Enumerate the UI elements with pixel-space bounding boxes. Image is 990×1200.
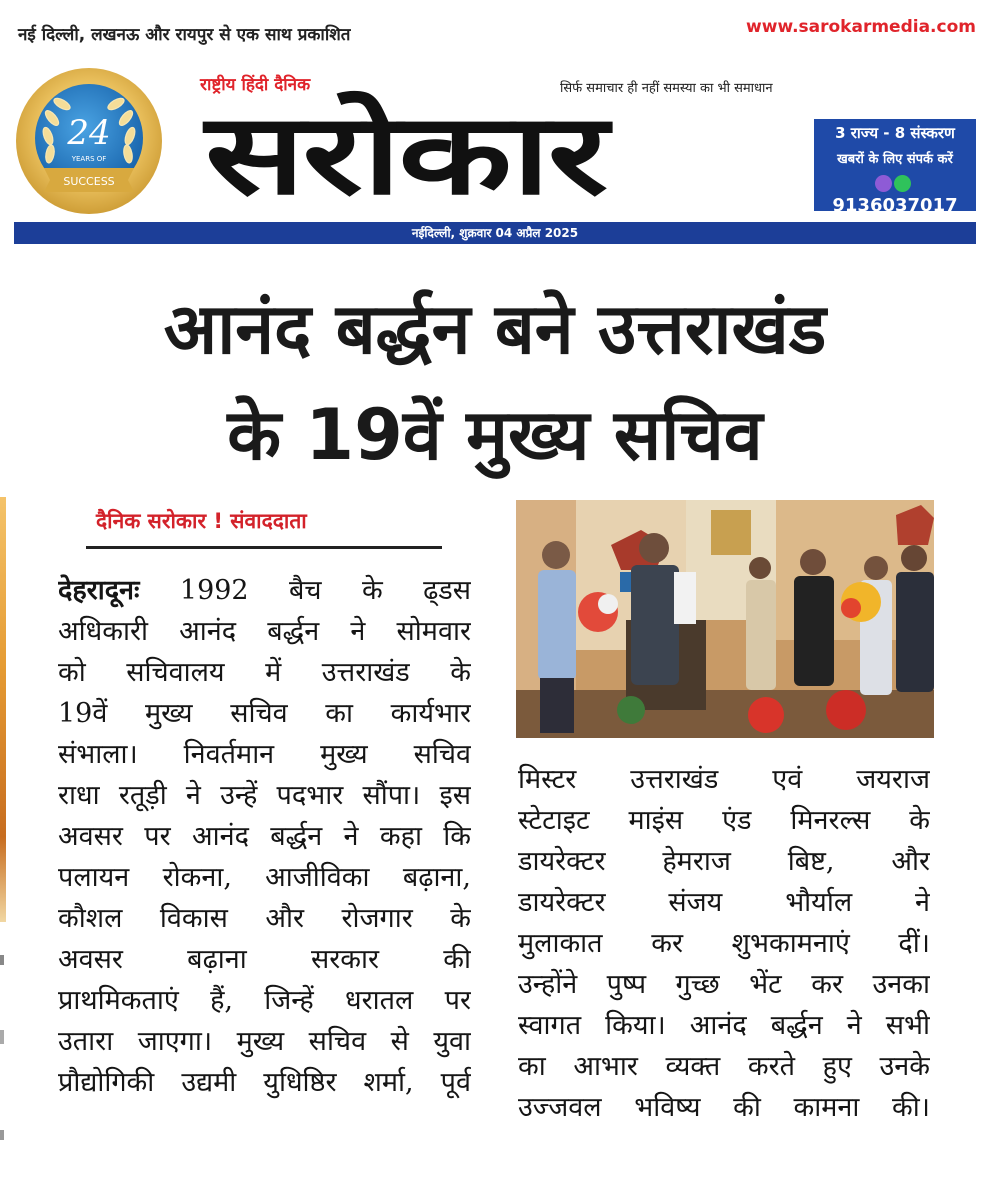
article-line: संभाला। निवर्तमान मुख्य सचिव (58, 739, 471, 770)
viber-phone-icon (875, 175, 892, 192)
article-line: प्राथमिकताएं हैं, जिन्हें धरातल पर (58, 985, 471, 1016)
article-line: राधा रतूड़ी ने उन्हें पदभार सौंपा। इस (58, 780, 471, 811)
article-line: डायरेक्टर संजय भौर्याल ने (518, 887, 930, 918)
edge-mark (0, 1130, 4, 1140)
article-left-column (58, 570, 471, 1103)
laurel-badge-icon (14, 66, 164, 216)
article-photo (516, 500, 934, 738)
article-line: मिस्टर उत्तराखंड एवं जयराज (518, 764, 930, 795)
adjacent-image-edge (0, 497, 6, 922)
badge-ribbon-text: SUCCESS (63, 175, 115, 188)
badge-small-text: YEARS OF (71, 155, 107, 163)
dateline: देहरादूनः (58, 575, 140, 606)
phone-row[interactable] (814, 174, 976, 216)
edge-mark (0, 1030, 4, 1044)
article-line: का आभार व्यक्त करते हुए उनके (518, 1051, 930, 1082)
phone-number[interactable]: 9136037017 (832, 195, 958, 216)
article-line: 19वें मुख्य सचिव का कार्यभार (58, 698, 471, 729)
contact-prompt: खबरों के लिए संपर्क करें (837, 152, 953, 167)
article-line: पलायन रोकना, आजीविका बढ़ाना, (58, 862, 471, 893)
byline: दैनिक सरोकार ! संवाददाता (96, 509, 307, 533)
edition-info-box (814, 119, 976, 216)
article-line (58, 570, 471, 611)
tagline-national-daily: राष्ट्रीय हिंदी दैनिक (200, 75, 311, 95)
publication-cities: नई दिल्ली, लखनऊ और रायपुर से एक साथ प्रकाशित (18, 25, 351, 45)
article-line: प्रौद्योगिकी उद्यमी युधिष्ठिर शर्मा, पूर्व (58, 1067, 471, 1098)
article-line: उज्जवल भविष्य की कामना की। (518, 1092, 930, 1123)
article-line: स्टेटाइट माइंस एंड मिनरल्स के (518, 805, 930, 836)
whatsapp-icon (894, 175, 911, 192)
anniversary-badge (14, 66, 164, 216)
edition-count: 3 राज्य - 8 संस्करण (835, 124, 955, 142)
headline-line-1: आनंद बर्द्धन बने उत्तराखंड (163, 288, 827, 370)
article-line: अधिकारी आनंद बर्द्धन ने सोमवार (58, 616, 471, 647)
article-line: को सचिवालय में उत्तराखंड के (58, 657, 471, 688)
article-line-text: 1992 बैच के ढ्डस (139, 575, 471, 606)
article-line: अवसर पर आनंद बर्द्धन ने कहा कि (58, 821, 471, 852)
article-line: मुलाकात कर शुभकामनाएं दीं। (518, 928, 930, 959)
article-line: डायरेक्टर हेमराज बिष्ट, और (518, 846, 930, 877)
article-line: उन्होंने पुष्प गुच्छ भेंट कर उनका (518, 969, 930, 1000)
tagline-slogan: सिर्फ समाचार ही नहीं समस्या का भी समाधान (560, 81, 773, 96)
article-line: कौशल विकास और रोजगार के (58, 903, 471, 934)
badge-number: 24 (67, 113, 111, 153)
article-line: स्वागत किया। आनंद बर्द्धन ने सभी (518, 1010, 930, 1041)
website-url[interactable]: www.sarokarmedia.com (746, 17, 976, 37)
headline-line-2: के 19वें मुख्य सचिव (227, 394, 763, 476)
newspaper-masthead: सरोकार (205, 90, 606, 220)
date-bar: नईदिल्ली, शुक्रवार 04 अप्रैल 2025 (14, 222, 976, 244)
article-line: उतारा जाएगा। मुख्य सचिव से युवा (58, 1026, 471, 1057)
edge-mark (0, 955, 4, 965)
officials-meeting-photo (516, 500, 934, 738)
article-right-column (518, 759, 930, 1128)
byline-divider (86, 546, 442, 549)
article-line: अवसर बढ़ाना सरकार की (58, 944, 471, 975)
